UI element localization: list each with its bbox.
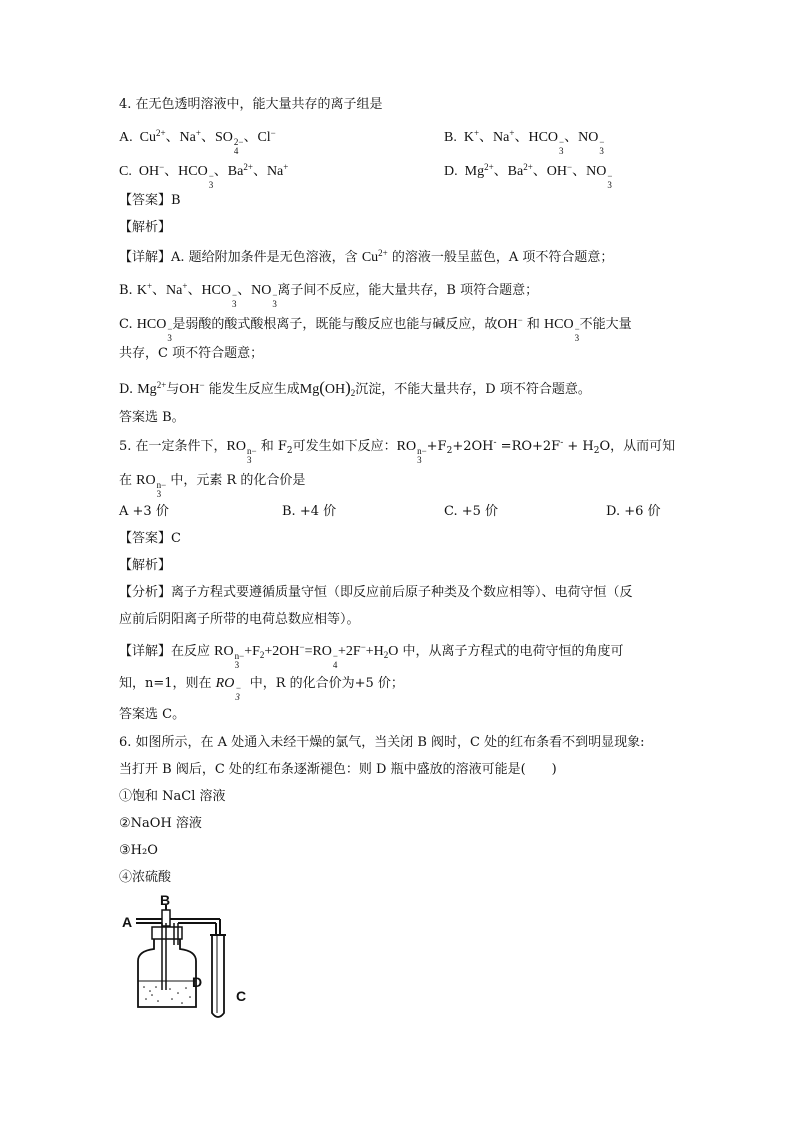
label-c: C xyxy=(236,988,247,1004)
q4-answer: 【答案】B xyxy=(119,193,181,208)
q4-option-b: B. K+、Na+、HCO − 3 、NO − 3 xyxy=(444,128,605,156)
q4-detail-c: C. HCO − 3 是弱酸的酸式酸根离子，既能与酸反应也能与碱反应，故OH− 和 HCO − 3 不能大量 xyxy=(119,315,632,343)
q6-option-4: ④浓硫酸 xyxy=(119,870,172,885)
q5-analysis-tag: 【解析】 xyxy=(119,558,172,573)
q5-answer: 【答案】C xyxy=(119,531,181,546)
q4-option-c: C. OH−、HCO − 3 、$Ba^{2+}$、Na+ xyxy=(119,162,289,190)
q5-stem-2: 在 RO n− 3 中，元素 R 的化合价是 xyxy=(119,473,306,499)
q6-option-2: ②NaOH 溶液 xyxy=(119,816,202,831)
q6-option-1: ①饱和 NaCl 溶液 xyxy=(119,789,226,804)
q4-option-a: A. $Cu^{2+}$、Na+、SO 2− 4 、Cl− xyxy=(119,128,276,156)
q4-option-d: D. $Mg^{2+}$、$Ba^{2+}$、OH−、NO − 3 xyxy=(444,162,613,190)
label-a: A xyxy=(122,914,133,930)
q4-detail-c-2: 共存，C 项不符合题意； xyxy=(119,346,264,361)
apparatus-figure xyxy=(118,895,258,1025)
q4-detail-b: B. K+、Na+、HCO − 3 、NO − 3 离子间不反应，能大量共存，B 项符合题意； xyxy=(119,281,539,309)
q4-stem: 4. 在无色透明溶液中，能大量共存的离子组是 xyxy=(119,97,383,112)
q6-stem-2: 当打开 B 阀后，C 处的红布条逐渐褪色：则 D 瓶中盛放的溶液可能是( ) xyxy=(119,762,557,777)
q5-detail-1: 【详解】在反应 RO n− 3 $+F_2+2OH^-=RO$ − 4 $+2F^-+H_2O$ 中，从离子方程式的电荷守恒的角度可 xyxy=(119,642,624,670)
q5-conclusion: 答案选 C。 xyxy=(119,707,186,722)
q4-detail-a: 【详解】A. 题给附加条件是无色溶液，含 $Cu^{2+}$ 的溶液一般呈蓝色，A 项不符合题意； xyxy=(119,248,614,265)
q5-option-b: B. +4 价 xyxy=(282,504,337,519)
q5-stem: 5. 在一定条件下，RO n− 3 和 $F_2$可发生如下反应：RO n− 3 $+F_2+2OH^- =RO+2F^- + H_2O$，从而可知 xyxy=(119,438,676,465)
q5-option-c: C. +5 价 xyxy=(444,504,499,519)
q6-option-3: ③H₂O xyxy=(119,843,158,858)
q5-option-d: D. +6 价 xyxy=(606,504,661,519)
q4-conclusion: 答案选 B。 xyxy=(119,410,185,425)
label-b: B xyxy=(160,895,171,908)
q4-detail-d: D. $Mg^{2+}$与OH− 能发生反应生成$Mg(OH)_2$沉淀，不能大量共存，D 项不符合题意。 xyxy=(119,378,591,398)
label-d: D xyxy=(192,974,203,990)
q5-option-a: A +3 价 xyxy=(119,504,169,519)
q5-detail-2: 知，n=1，则在 RO − 3 中，R 的化合价为+5 价； xyxy=(119,676,404,702)
q5-analysis-1: 【分析】离子方程式要遵循质量守恒（即反应前后原子种类及个数应相等）、电荷守恒（反 xyxy=(119,585,633,600)
q6-stem-1: 6. 如图所示，在 A 处通入未经干燥的氯气，当关闭 B 阀时，C 处的红布条看不到明显现象: xyxy=(119,735,645,750)
q4-analysis-tag: 【解析】 xyxy=(119,220,172,235)
q5-analysis-2: 应前后阴阳离子所带的电荷总数应相等）。 xyxy=(119,612,360,627)
